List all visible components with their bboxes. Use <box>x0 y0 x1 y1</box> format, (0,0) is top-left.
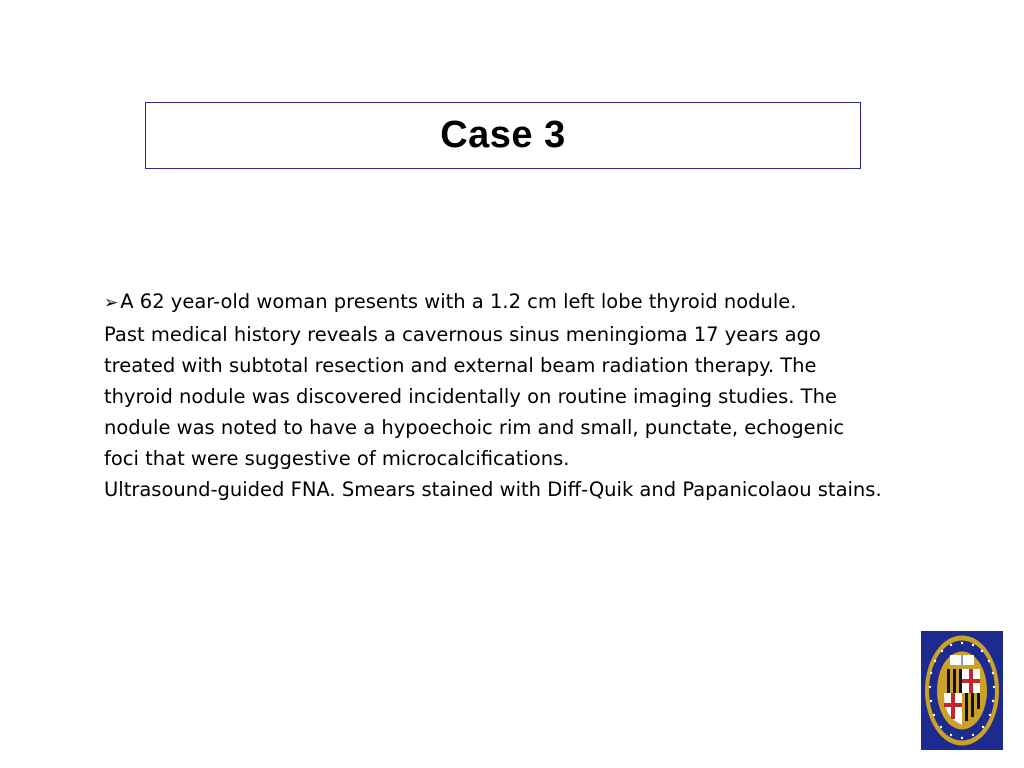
body-line-5: nodule was noted to have a hypoechoic rim and small, punctate, echogenic <box>104 416 845 439</box>
body-line-4: thyroid nodule was discovered incidentally on routine imaging studies. The <box>104 385 837 408</box>
seal-icon <box>921 631 1003 750</box>
johns-hopkins-seal-logo <box>921 631 1003 750</box>
case-description <box>104 286 964 505</box>
body-line-7: Ultrasound-guided FNA. Smears stained with Diff-Quik and Papanicolaou stains. <box>104 478 882 501</box>
body-line-3: treated with subtotal resection and external beam radiation therapy. The <box>104 354 817 377</box>
slide-title: Case 3 <box>440 114 566 156</box>
body-line-1 <box>104 286 964 319</box>
body-line-2: Past medical history reveals a cavernous sinus meningioma 17 years ago <box>104 323 821 346</box>
body-line-1-text: A 62 year-old woman presents with a 1.2 cm left lobe thyroid nodule. <box>120 290 797 313</box>
title-box <box>145 102 861 169</box>
arrow-bullet-icon: ➢ <box>104 293 119 313</box>
body-line-6: foci that were suggestive of microcalcifications. <box>104 447 570 470</box>
